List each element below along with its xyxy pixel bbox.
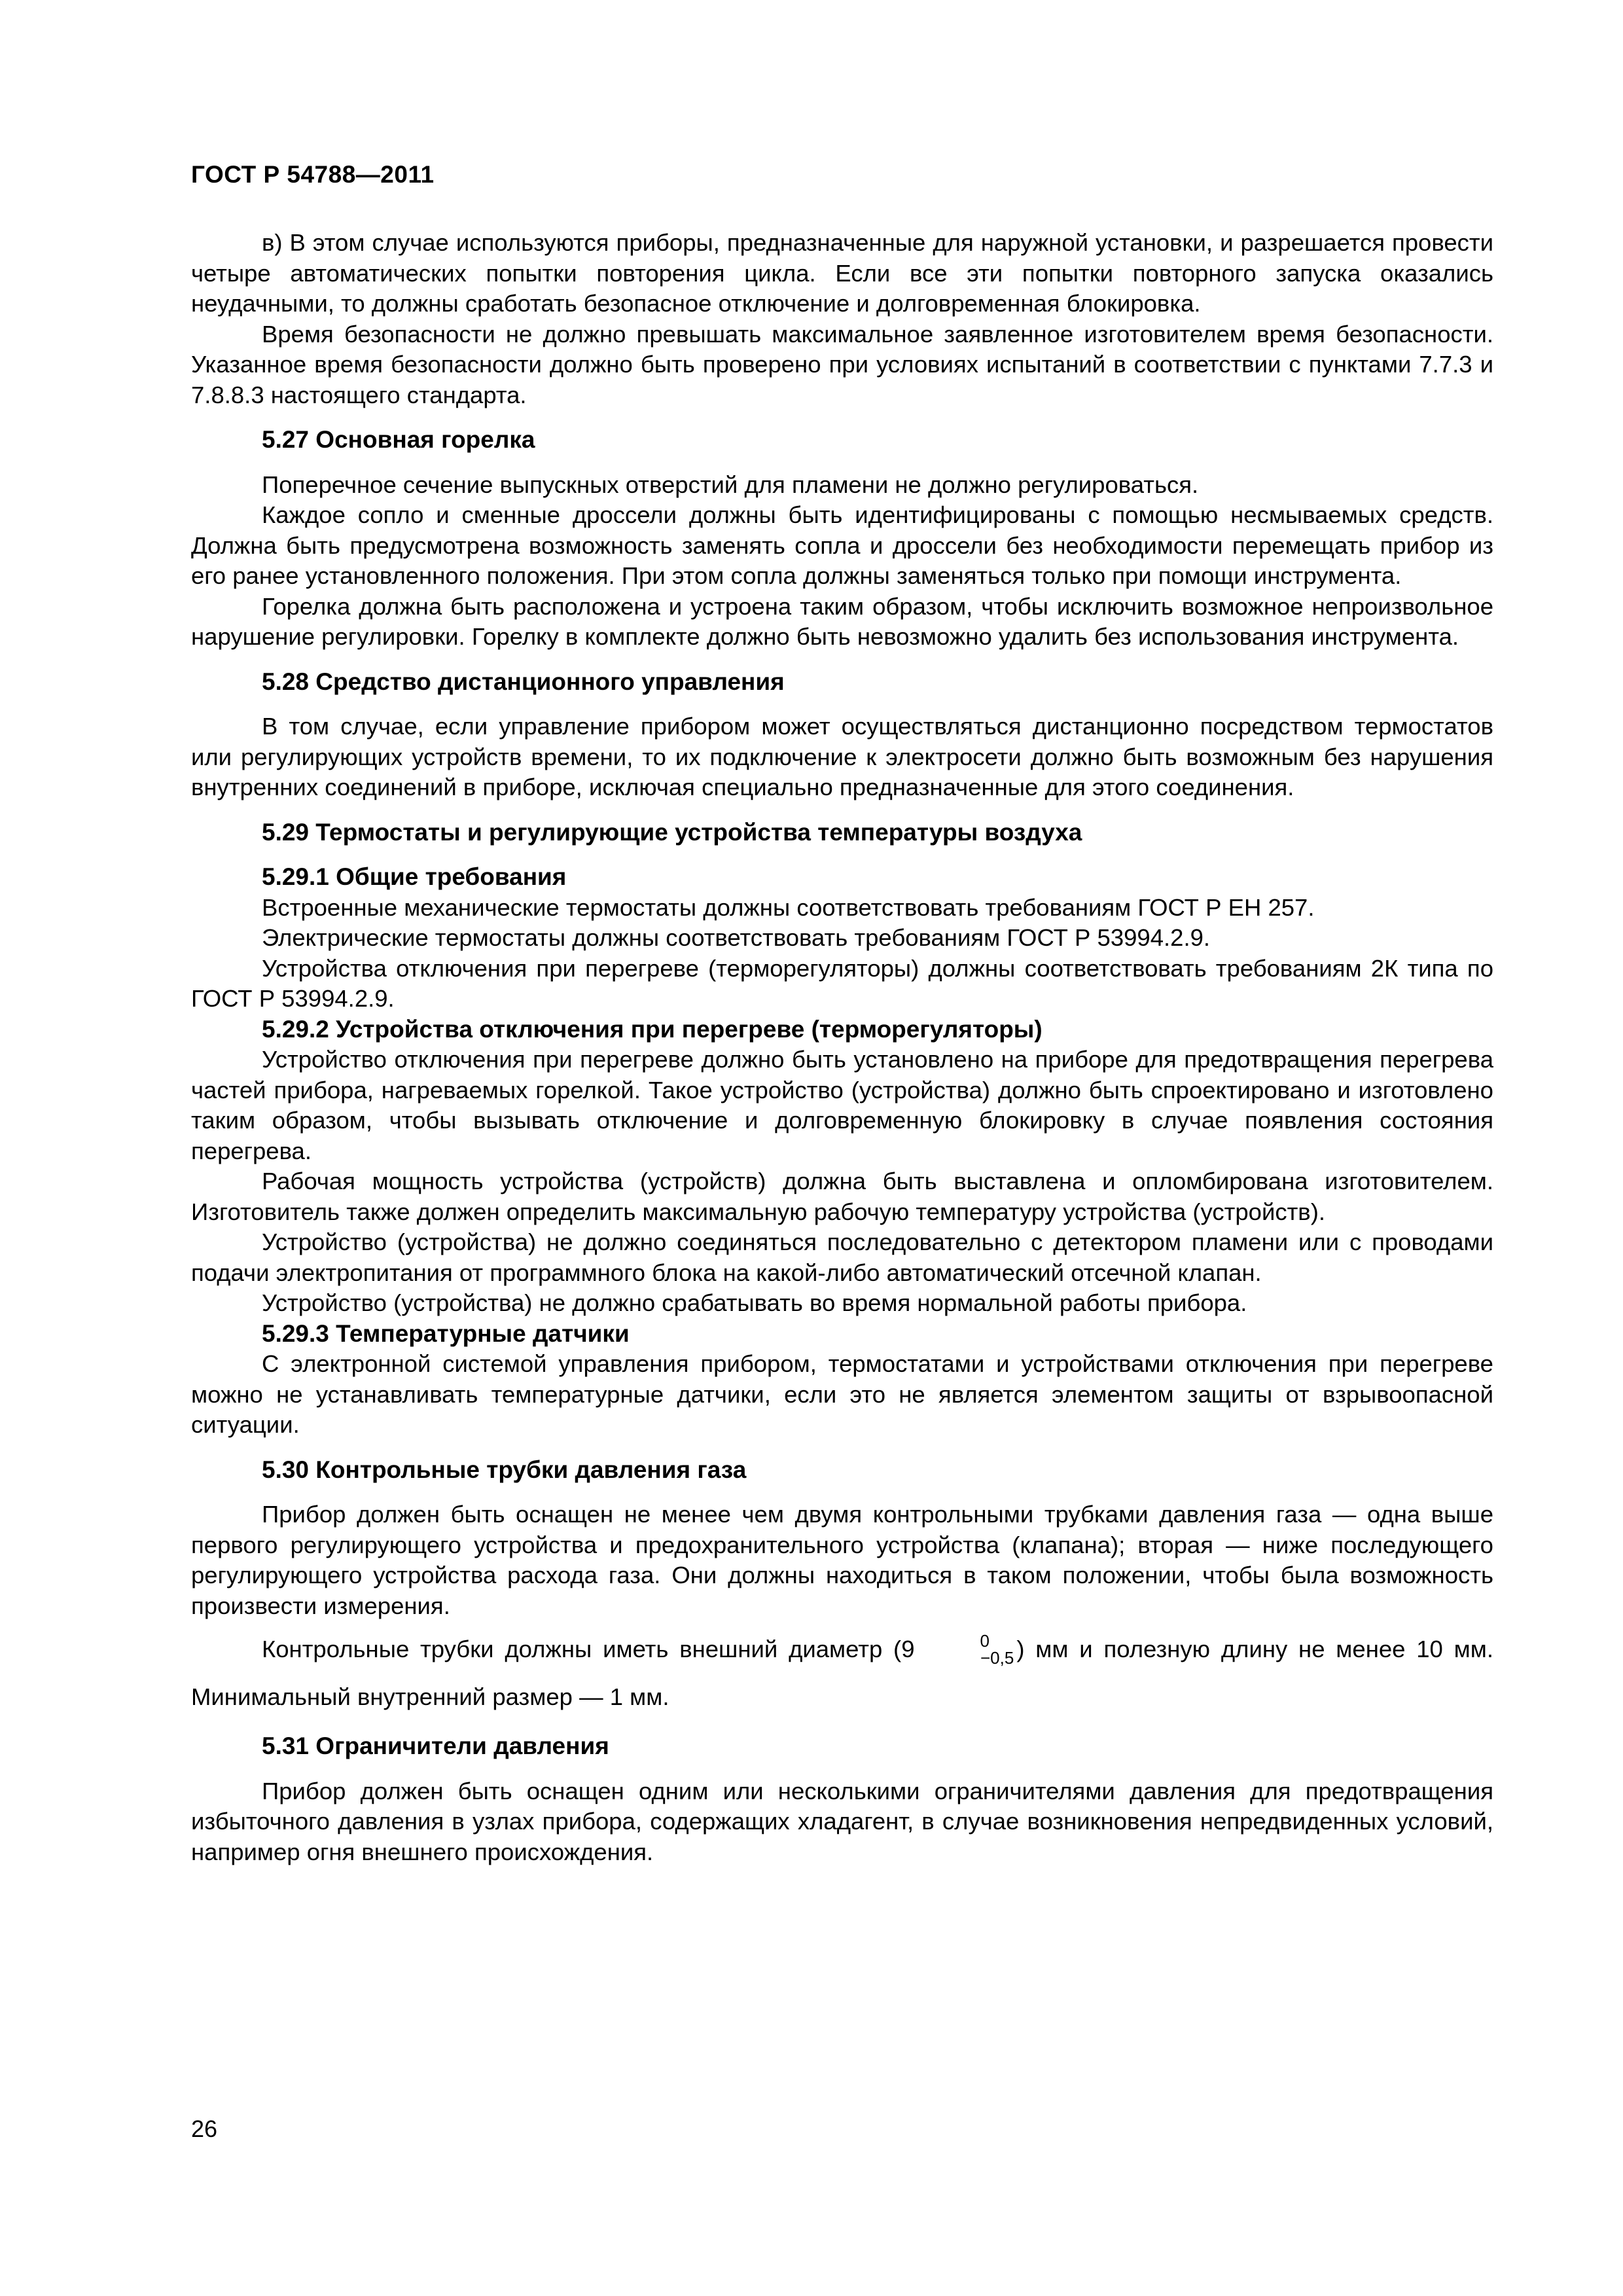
section-heading-5-31: 5.31 Ограничители давления [262, 1732, 609, 1759]
tolerance-lower: −0,5 [980, 1648, 1014, 1668]
paragraph-with-formula [191, 1621, 1493, 1717]
paragraph: Устройство (устройства) не должно срабатывать во время нормальной работы прибора. [262, 1289, 1247, 1316]
paragraph: Электрические термостаты должны соответствовать требованиям ГОСТ Р 53994.2.9. [262, 924, 1211, 951]
formula-text-pre: Контрольные трубки должны иметь внешний диаметр (9 [262, 1636, 915, 1662]
section-heading-5-30: 5.30 Контрольные трубки давления газа [262, 1456, 747, 1483]
tolerance-upper: 0 [980, 1631, 990, 1651]
document-header: ГОСТ Р 54788—2011 [191, 161, 435, 188]
paragraph: Прибор должен быть оснащен одним или несколькими ограничителями давления для предотвращения избыточного давления в узлах прибора, содержащих хладагент, в случае возникновения непредвиденных условий, например огня внешнего происхождения. [191, 1777, 1493, 1865]
section-heading-5-29: 5.29 Термостаты и регулирующие устройства температуры воздуха [262, 818, 1082, 846]
page-number: 26 [191, 2115, 218, 2142]
section-heading-5-29-3: 5.29.3 Температурные датчики [262, 1319, 630, 1347]
paragraph: Поперечное сечение выпускных отверстий для пламени не должно регулироваться. [262, 471, 1199, 498]
paragraph: Горелка должна быть расположена и устроена таким образом, чтобы исключить возможное непроизвольное нарушение регулировки. Горелку в комплекте должно быть невозможно удалить без использования инструмента. [191, 592, 1493, 650]
paragraph: Прибор должен быть оснащен не менее чем двумя контрольными трубками давления газа — одна выше первого регулирующего устройства и предохранительного устройства (клапана); вторая — ниже последующего регулирующего устройства расхода газа. Они должны находиться в таком положении, чтобы была возможность произвести измерения. [191, 1501, 1493, 1619]
section-heading-5-28: 5.28 Средство дистанционного управления [262, 668, 785, 695]
document-body [191, 228, 1493, 1867]
paragraph: в) В этом случае используются приборы, предназначенные для наружной установки, и разрешается провести четыре автоматических попытки повторения цикла. Если все эти попытки повторного запуска оказались неудачными, то должны сработать безопасное отключение и долговременная блокировка. [191, 229, 1493, 317]
paragraph: В том случае, если управление прибором может осуществляться дистанционно посредством термостатов или регулирующих устройств времени, то их подключение к электросети должно быть возможным без нарушения внутренних соединений в приборе, исключая специально предназначенные для этого соединения. [191, 713, 1493, 800]
paragraph: Рабочая мощность устройства (устройств) должна быть выставлена и опломбирована изготовителем. Изготовитель также должен определить максимальную рабочую температуру устройства (устройств). [191, 1168, 1493, 1225]
paragraph: С электронной системой управления прибором, термостатами и устройствами отключения при перегреве можно не устанавливать температурные датчики, если это не является элементом защиты от взрывоопасной ситуации. [191, 1350, 1493, 1438]
paragraph: Устройство отключения при перегреве должно быть установлено на приборе для предотвращения перегрева частей прибора, нагреваемых горелкой. Такое устройство (устройства) должно быть спроектировано и изготовлено таким образом, чтобы вызывать отключение и долговременную блокировку в случае появления состояния перегрева. [191, 1046, 1493, 1164]
paragraph: Каждое сопло и сменные дроссели должны быть идентифицированы с помощью несмываемых средств. Должна быть предусмотрена возможность заменять сопла и дроссели без необходимости перемещать прибор из его ранее установленного положения. При этом сопла должны заменяться только при помощи инструмента. [191, 501, 1493, 589]
tolerance-formula [910, 1621, 1014, 1677]
paragraph: Устройства отключения при перегреве (терморегуляторы) должны соответствовать требованиям 2К типа по ГОСТ Р 53994.2.9. [191, 954, 1493, 1012]
section-heading-5-29-1: 5.29.1 Общие требования [262, 863, 567, 890]
formula-text-post: ) мм и полезную длину не менее 10 мм. Минимальный внутренний размер — 1 мм. [191, 1636, 1493, 1710]
section-heading-5-29-2: 5.29.2 Устройства отключения при перегреве (терморегуляторы) [262, 1015, 1043, 1043]
paragraph: Устройство (устройства) не должно соединяться последовательно с детектором пламени или с проводами подачи электропитания от программного блока на какой-либо автоматический отсечной клапан. [191, 1229, 1493, 1286]
paragraph: Встроенные механические термостаты должны соответствовать требованиям ГОСТ Р ЕН 257. [262, 893, 1315, 921]
paragraph: Время безопасности не должно превышать максимальное заявленное изготовителем время безопасности. Указанное время безопасности должно быть проверено при условиях испытаний в соответствии с пунктами 7.7.3 и 7.8.8.3 настоящего стандарта. [191, 320, 1493, 408]
section-heading-5-27: 5.27 Основная горелка [262, 426, 535, 453]
